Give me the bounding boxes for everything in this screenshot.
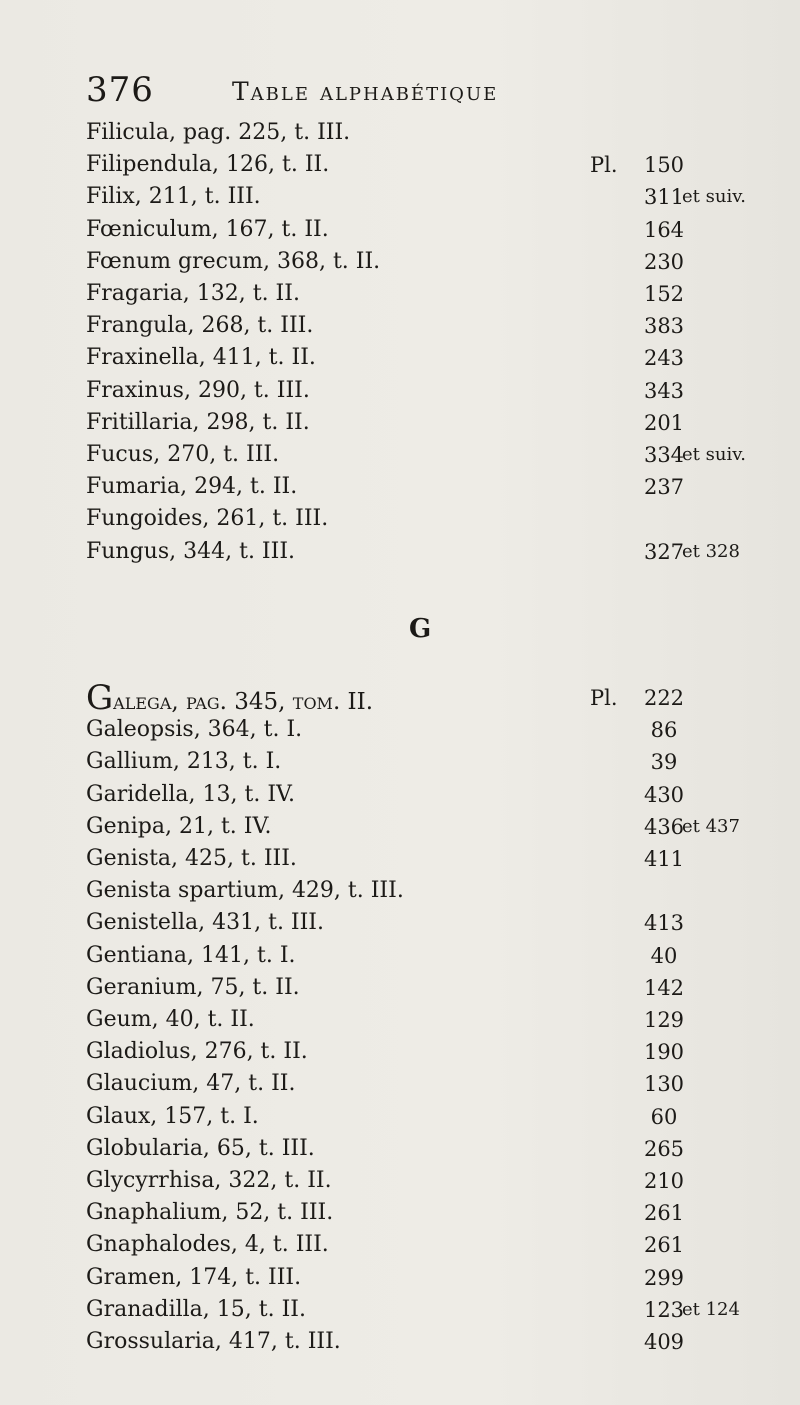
entry-name: Genista, 425, t. III.: [86, 846, 297, 871]
entry-name: Fragaria, 132, t. II.: [86, 281, 300, 306]
plate-number: 190: [643, 1040, 685, 1065]
plate-prefix: Pl.: [590, 153, 618, 178]
plate-number: 129: [643, 1008, 685, 1032]
entry-name: Filipendula, 126, t. II.: [86, 152, 330, 178]
plate-number: 150: [643, 153, 685, 178]
plate-number: 327: [643, 539, 685, 564]
plate-number: 334: [643, 443, 685, 467]
entry-name: Gnaphalium, 52, t. III.: [86, 1200, 334, 1226]
plate-number: 261: [643, 1201, 685, 1226]
plate-prefix: Pl.: [590, 686, 618, 710]
plate-number: 413: [643, 911, 685, 936]
show-through-text: [430, 120, 790, 1320]
entry-name: Fœnum grecum, 368, t. II.: [86, 248, 381, 274]
entry-name: Geranium, 75, t. II.: [86, 974, 300, 1000]
entry-name: Genistella, 431, t. III.: [86, 910, 324, 936]
entry-name: Fritillaria, 298, t. II.: [86, 409, 310, 435]
entry-name: Gramen, 174, t. III.: [86, 1264, 302, 1290]
plate-number: 164: [643, 217, 685, 242]
entry-name: Granadilla, 15, t. II.: [86, 1296, 306, 1322]
plate-number: 265: [643, 1136, 685, 1161]
page-number: 376: [86, 70, 154, 110]
plate-number: 230: [643, 249, 685, 274]
entry-name: Fungoides, 261, t. III.: [86, 506, 329, 532]
entry-name: Fraxinella, 411, t. II.: [86, 345, 316, 371]
plate-note: et 124: [682, 1298, 740, 1320]
plate-number: 299: [643, 1265, 685, 1290]
plate-number: 222: [643, 686, 685, 710]
entry-name: Galega, pag. 345, tom. II.: [86, 678, 374, 718]
plate-number: 86: [650, 718, 678, 743]
plate-number: 60: [650, 1104, 678, 1129]
entry-name: Gentiana, 141, t. I.: [86, 942, 296, 968]
entry-name: Fraxinus, 290, t. III.: [86, 377, 310, 403]
entry-name: Fœniculum, 167, t. II.: [86, 216, 329, 242]
entry-name: Gnaphalodes, 4, t. III.: [86, 1232, 329, 1258]
entry-name: Geum, 40, t. II.: [86, 1007, 255, 1032]
entry-name: Genipa, 21, t. IV.: [86, 813, 272, 839]
plate-number: 210: [643, 1169, 685, 1193]
entry-name: Fungus, 344, t. III.: [86, 538, 295, 564]
plate-number: 201: [643, 410, 685, 435]
plate-number: 343: [643, 378, 685, 403]
plate-note: et suiv.: [682, 444, 746, 465]
entry-name: Galeopsis, 364, t. I.: [86, 717, 303, 743]
entry-name: Gladiolus, 276, t. II.: [86, 1039, 308, 1065]
entry-name: Glaux, 157, t. I.: [86, 1103, 259, 1129]
plate-note: et suiv.: [682, 186, 746, 208]
plate-number: 409: [643, 1330, 685, 1354]
plate-number: 261: [643, 1233, 685, 1258]
entry-name: Gallium, 213, t. I.: [86, 749, 282, 775]
plate-number: 311: [643, 185, 685, 210]
plate-number: 123: [643, 1297, 685, 1322]
plate-number: 237: [643, 475, 685, 500]
plate-number: 142: [643, 975, 685, 1000]
plate-number: 436: [643, 814, 685, 839]
plate-number: 152: [643, 282, 685, 306]
entry-name: Grossularia, 417, t. III.: [86, 1329, 341, 1354]
section-letter-heading: G: [409, 614, 432, 644]
plate-note: et 328: [682, 540, 740, 562]
entry-name: Filix, 211, t. III.: [86, 184, 261, 210]
running-title: Table alphabétique: [232, 77, 499, 106]
entry-name: Fumaria, 294, t. II.: [86, 474, 298, 500]
entry-name: Garidella, 13, t. IV.: [86, 781, 296, 807]
entry-name: Genista spartium, 429, t. III.: [86, 878, 404, 904]
plate-number: 39: [650, 750, 678, 775]
plate-number: 130: [643, 1072, 685, 1097]
entry-name: Glycyrrhisa, 322, t. II.: [86, 1168, 332, 1193]
entry-name: Fucus, 270, t. III.: [86, 442, 280, 467]
entry-name: Filicula, pag. 225, t. III.: [86, 120, 351, 145]
entry-name: Globularia, 65, t. III.: [86, 1135, 315, 1161]
plate-note: et 437: [682, 815, 740, 837]
page-header: [86, 70, 686, 114]
plate-number: 243: [643, 346, 685, 371]
plate-number: 383: [643, 314, 685, 339]
plate-number: 430: [643, 782, 685, 807]
plate-number: 411: [643, 847, 685, 871]
entry-name: Glaucium, 47, t. II.: [86, 1071, 296, 1097]
plate-number: 40: [650, 943, 678, 968]
entry-name: Frangula, 268, t. III.: [86, 313, 314, 339]
